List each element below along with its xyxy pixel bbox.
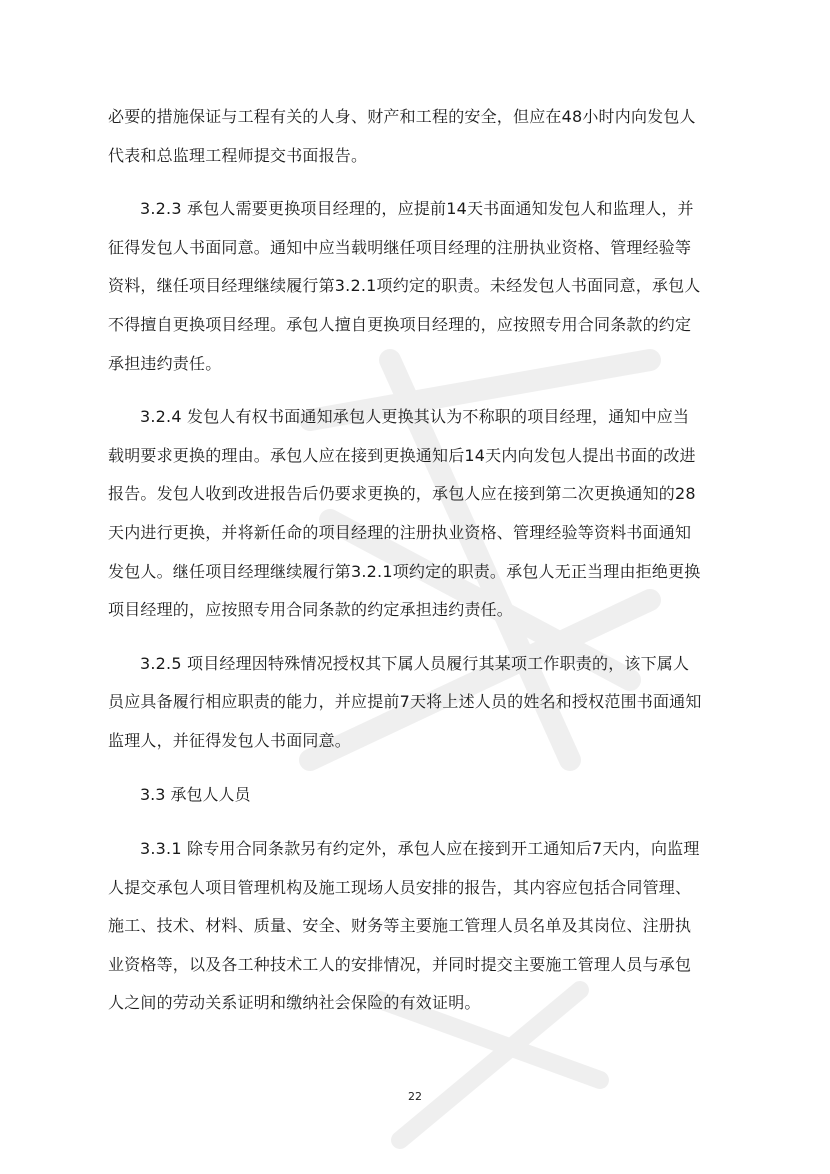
text-line: 监理人，并征得发包人书面同意。 (108, 730, 352, 750)
document-body (108, 98, 724, 1038)
text-line: 人提交承包人项目管理机构及施工现场人员安排的报告，其内容应包括合同管理、 (108, 877, 692, 897)
text-line: 3.2.3 承包人需要更换项目经理的，应提前14天书面通知发包人和监理人，并 (140, 199, 694, 219)
text-line: 员应具备履行相应职责的能力，并应提前7天将上述人员的姓名和授权范围书面通知 (108, 692, 702, 712)
text-line: 必要的措施保证与工程有关的人身、财产和工程的安全，但应在48小时内向发包人 (108, 107, 696, 126)
text-line: 不得擅自更换项目经理。承包人擅自更换项目经理的，应按照专用合同条款的约定 (108, 314, 692, 334)
text-line: 报告。发包人收到改进报告后仍要求更换的，承包人应在接到第二次更换通知的28 (108, 484, 696, 504)
page-number: 22 (408, 1090, 422, 1103)
text-line: 人之间的劳动关系证明和缴纳社会保险的有效证明。 (108, 993, 481, 1013)
text-line: 业资格等，以及各工种技术工人的安排情况，并同时提交主要施工管理人员与承包 (108, 954, 692, 974)
text-line: 资料，继任项目经理继续履行第3.2.1项约定的职责。未经发包人书面同意，承包人 (108, 276, 701, 296)
paragraph-3-2-4 (108, 398, 724, 630)
section-heading-3-3: 3.3 承包人人员 (140, 784, 251, 804)
paragraph-3-2-3 (108, 190, 724, 383)
text-line: 3.2.5 项目经理因特殊情况授权其下属人员履行其某项工作职责的，该下属人 (140, 653, 690, 673)
paragraph-1 (108, 98, 724, 175)
paragraph-3-3-1 (108, 830, 724, 1023)
text-line: 项目经理的，应按照专用合同条款的约定承担违约责任。 (108, 600, 514, 620)
text-line: 载明要求更换的理由。承包人应在接到更换通知后14天内向发包人提出书面的改进 (108, 445, 696, 465)
text-line: 3.2.4 发包人有权书面通知承包人更换其认为不称职的项目经理，通知中应当 (140, 407, 690, 427)
text-line: 发包人。继任项目经理继续履行第3.2.1项约定的职责。承包人无正当理由拒绝更换 (108, 561, 701, 581)
text-line: 代表和总监理工程师提交书面报告。 (108, 145, 368, 165)
text-line: 征得发包人书面同意。通知中应当载明继任项目经理的注册执业资格、管理经验等 (108, 237, 692, 257)
text-line: 3.3.1 除专用合同条款另有约定外，承包人应在接到开工通知后7天内，向监理 (140, 839, 700, 859)
text-line: 施工、技术、材料、质量、安全、财务等主要施工管理人员名单及其岗位、注册执 (108, 916, 692, 936)
text-line: 天内进行更换，并将新任命的项目经理的注册执业资格、管理经验等资料书面通知 (108, 522, 692, 542)
text-line: 承担违约责任。 (108, 353, 222, 373)
paragraph-3-2-5 (108, 645, 724, 761)
